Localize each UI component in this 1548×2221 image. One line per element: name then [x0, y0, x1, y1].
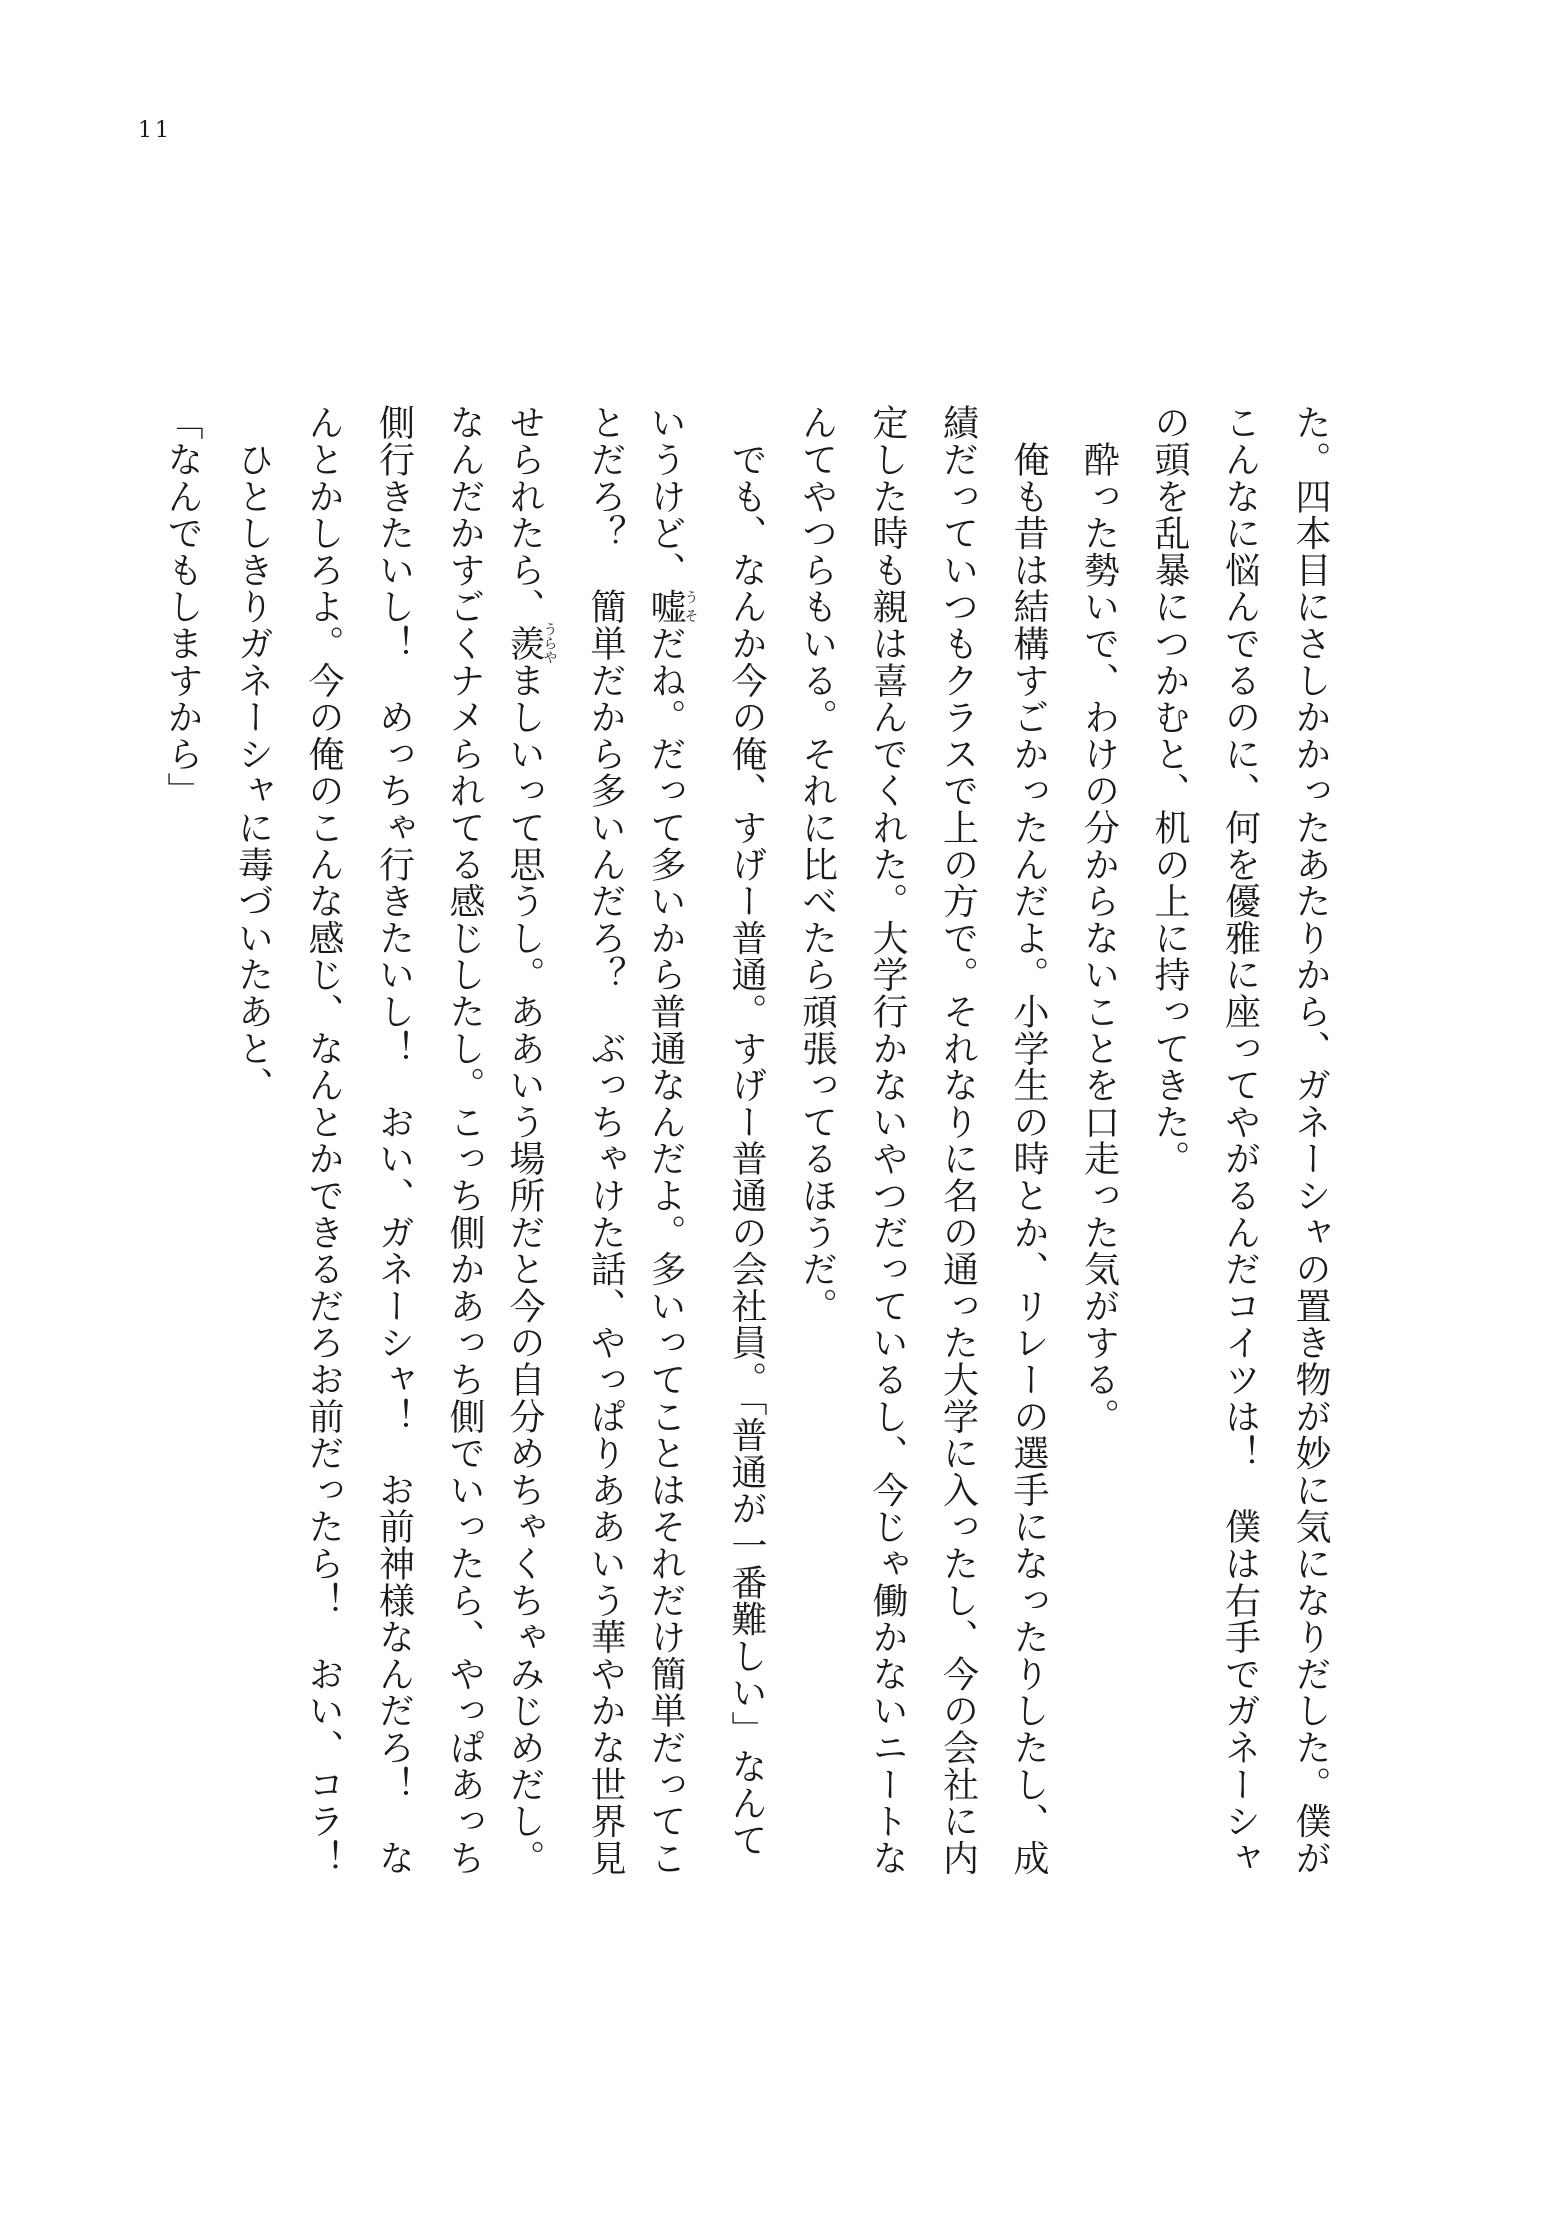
- text-column: [231, 404, 275, 1904]
- text-column: [1077, 404, 1121, 1904]
- text-column: [795, 404, 839, 1904]
- ruby-word: [645, 588, 699, 625]
- text-segment: とだろ？ 簡単だから多いんだろ？ ぶっちゃけた話、やっぱりああいう華やかな世界見: [585, 404, 626, 1876]
- text-column: [301, 404, 345, 1904]
- text-column: [442, 404, 486, 1904]
- text-segment: 酔った勢いで、わけの分からないことを口走った気がする。: [1078, 404, 1120, 1435]
- text-segment: せられたら、: [504, 404, 545, 625]
- text-segment: ひとしきりガネーシャに毒づいたあと、: [232, 404, 274, 1104]
- text-segment: の頭を乱暴につかむと、机の上に持ってきた。: [1149, 404, 1190, 1177]
- text-column: [865, 404, 909, 1904]
- text-segment: 績だっていつもクラスで上の方で。それなりに名の通った大学に入ったし、今の会社に内: [937, 404, 979, 1876]
- text-segment: だね。だって多いから普通なんだよ。多いってことはそれだけ簡単だってこ: [645, 624, 686, 1877]
- ruby-base: 嘘: [645, 588, 686, 625]
- text-segment: 「なんでもしますから」: [162, 404, 203, 809]
- text-column: [936, 404, 980, 1904]
- text-column: [1288, 404, 1332, 1904]
- text-column: [583, 404, 627, 1904]
- text-segment: んとかしろよ。今の俺のこんな感じ、なんとかできるだろお前だったら！ おい、コラ！: [303, 404, 344, 1876]
- text-segment: 定した時も親は喜んでくれた。大学行かないやつだっているし、今じゃ働かないニートな: [867, 404, 908, 1876]
- text-segment: ましいって思うし。ああいう場所だと今の自分めちゃくちゃみじめだし。: [504, 661, 545, 1877]
- text-segment: でも、なんか今の俺、すげー普通。すげー普通の会社員。「普通が一番難しい」なんて: [726, 404, 767, 1858]
- ruby-reading: うそ: [682, 588, 699, 625]
- text-column: [1218, 404, 1262, 1904]
- ruby-base: 羨: [504, 622, 545, 665]
- text-segment: た。四本目にさしかかったあたりから、ガネーシャの置き物が妙に気になりだした。僕が: [1290, 404, 1331, 1876]
- text-segment: こんなに悩んでるのに、何を優雅に座ってやがるんだコイツは！ 僕は右手でガネーシャ: [1219, 404, 1261, 1876]
- text-segment: 俺も昔は結構すごかったんだよ。小学生の時とか、リレーの選手になったりしたし、成: [1008, 404, 1049, 1876]
- text-segment: んてやつらもいる。それに比べたら頑張ってるほうだ。: [796, 404, 838, 1324]
- page-number: 11: [138, 118, 172, 143]
- ruby-word: [504, 622, 558, 665]
- text-column: [724, 404, 768, 1904]
- text-segment: いうけど、: [645, 404, 686, 588]
- text-column: [645, 404, 699, 1904]
- text-column: [1006, 404, 1050, 1904]
- text-segment: なんだかすごくナメられてる感じしたし。こっち側かあっち側でいったら、やっぱあっち: [444, 404, 485, 1876]
- text-column: [504, 404, 558, 1904]
- text-column: [1147, 404, 1191, 1904]
- text-column: [372, 404, 416, 1904]
- text-column: [160, 404, 204, 1904]
- text-segment: 側行きたいし！ めっちゃ行きたいし！ おい、ガネーシャ！ お前神様なんだろ！ な: [373, 404, 415, 1876]
- ruby-reading: うらや: [541, 622, 558, 665]
